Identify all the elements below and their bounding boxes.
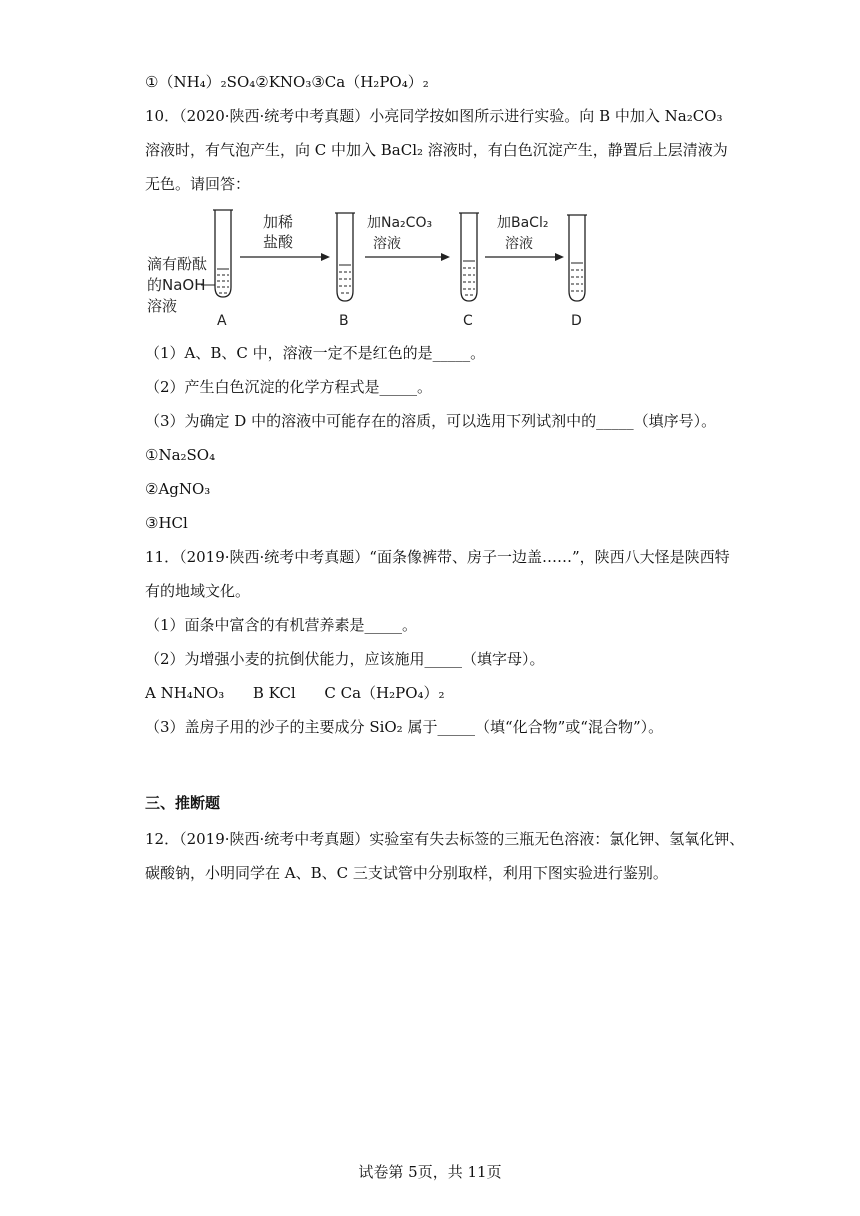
question-10-part-1: （1）A、B、C 中，溶液一定不是红色的是_____。 xyxy=(145,344,486,362)
label-a-line1: 滴有酚酞 xyxy=(147,255,208,273)
question-11-options: A NH₄NO₃ B KCl C Ca（H₂PO₄）₂ xyxy=(145,684,445,702)
label-a-line2: 的NaOH xyxy=(147,276,206,294)
question-11-stem-2: 有的地域文化。 xyxy=(145,582,251,600)
test-tube-c xyxy=(459,213,479,301)
arrow-2 xyxy=(365,253,450,261)
question-11-stem-1: 11．（2019·陕西·统考中考真题）“面条像裤带、房子一边盖……”，陕西八大怪是陕西特 xyxy=(145,548,730,566)
arrow-1 xyxy=(240,253,330,261)
section-heading: 三、推断题 xyxy=(145,794,221,812)
experiment-figure xyxy=(145,205,605,333)
tube-c-label: C xyxy=(463,313,473,329)
arrow-3 xyxy=(485,253,564,261)
arrow1-line1: 加稀 xyxy=(263,213,294,231)
arrow1-line2: 盐酸 xyxy=(263,233,294,251)
arrow3-line1: 加BaCl₂ xyxy=(497,215,549,231)
option-2: ②AgNO₃ xyxy=(145,480,211,498)
question-10-stem-1: 10．（2020·陕西·统考中考真题）小亮同学按如图所示进行实验。向 B 中加入 Na₂CO₃ xyxy=(145,107,723,125)
question-11-part-2: （2）为增强小麦的抗倒伏能力，应该施用_____（填字母）。 xyxy=(145,650,545,668)
question-10-part-2: （2）产生白色沉淀的化学方程式是_____。 xyxy=(145,378,433,396)
tube-a-label: A xyxy=(217,313,227,329)
test-tube-d xyxy=(567,215,587,301)
question-10-part-3: （3）为确定 D 中的溶液中可能存在的溶质，可以选用下列试剂中的_____（填序号）。 xyxy=(145,412,717,430)
formula-list: ①（NH₄）₂SO₄②KNO₃③Ca（H₂PO₄）₂ xyxy=(145,73,429,91)
question-10-stem-2: 溶液时，有气泡产生，向 C 中加入 BaCl₂ 溶液时，有白色沉淀产生，静置后上层清液为 xyxy=(145,141,728,159)
question-11-part-3: （3）盖房子用的沙子的主要成分 SiO₂ 属于_____（填“化合物”或“混合物”）。 xyxy=(145,718,664,736)
test-tube-b xyxy=(335,213,355,301)
arrow2-line2: 溶液 xyxy=(373,236,401,252)
question-12-stem-1: 12．（2019·陕西·统考中考真题）实验室有失去标签的三瓶无色溶液：氯化钾、氢氧化钾、 xyxy=(145,830,745,848)
page-footer: 试卷第 5页，共 11页 xyxy=(358,1163,502,1181)
label-a-line3: 溶液 xyxy=(147,297,178,315)
question-10-stem-3: 无色。请回答： xyxy=(145,175,251,193)
tube-b-label: B xyxy=(339,313,349,329)
question-11-part-1: （1）面条中富含的有机营养素是_____。 xyxy=(145,616,418,634)
option-1: ①Na₂SO₄ xyxy=(145,446,216,464)
option-3: ③HCl xyxy=(145,514,188,532)
arrow2-line1: 加Na₂CO₃ xyxy=(367,215,433,231)
tube-d-label: D xyxy=(571,313,582,329)
arrow3-line2: 溶液 xyxy=(505,236,533,252)
test-tube-a xyxy=(213,210,233,297)
question-12-stem-2: 碳酸钠，小明同学在 A、B、C 三支试管中分别取样，利用下图实验进行鉴别。 xyxy=(145,864,668,882)
